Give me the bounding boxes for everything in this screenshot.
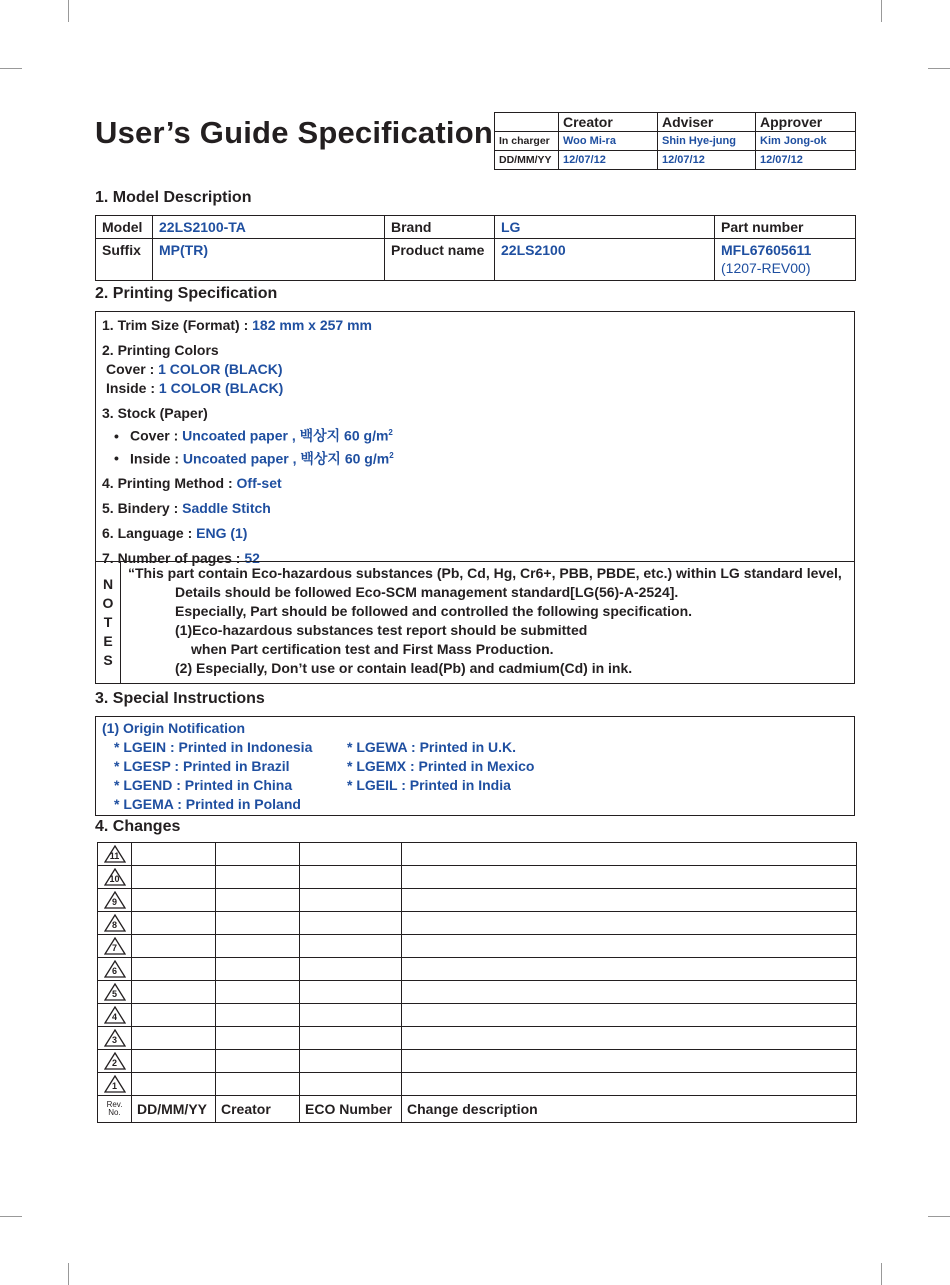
product-name-label: Product name	[385, 239, 495, 281]
section-heading-changes: 4. Changes	[95, 818, 181, 835]
date-cell	[132, 1073, 216, 1096]
printing-method-line	[102, 474, 848, 493]
notes-box	[95, 561, 855, 684]
product-name-value: 22LS2100	[495, 239, 715, 281]
revision-triangle-icon	[104, 1052, 126, 1070]
creator-cell	[216, 935, 300, 958]
crop-mark	[928, 1216, 950, 1217]
change-description-cell	[402, 981, 857, 1004]
eco-number-cell	[300, 1004, 402, 1027]
revision-number: 5	[111, 989, 117, 1000]
change-description-cell	[402, 889, 857, 912]
revision-number: 10	[109, 874, 120, 885]
revision-triangle-icon	[104, 983, 126, 1001]
revision-number: 3	[111, 1035, 117, 1046]
change-row	[98, 889, 857, 912]
date-cell	[132, 1050, 216, 1073]
crop-mark	[881, 1263, 882, 1285]
revision-number: 11	[109, 851, 120, 862]
revision-number: 6	[111, 966, 117, 977]
date-header: DD/MM/YY	[132, 1096, 216, 1123]
change-row	[98, 1027, 857, 1050]
special-instructions-box	[95, 716, 855, 816]
change-row	[98, 958, 857, 981]
rev-no-line: No.	[108, 1108, 121, 1117]
stock-inside-line	[102, 446, 848, 469]
date-cell	[132, 958, 216, 981]
approval-date-label: DD/MM/YY	[495, 151, 559, 170]
revision-number: 9	[111, 897, 117, 908]
cover-label: Cover :	[106, 361, 159, 377]
part-number-value: MFL67605611	[721, 242, 812, 258]
eco-number-cell	[300, 866, 402, 889]
change-description-cell	[402, 1004, 857, 1027]
adviser-date: 12/07/12	[658, 151, 756, 170]
origin-item: * LGEMA : Printed in Poland	[114, 796, 301, 812]
creator-cell	[216, 1027, 300, 1050]
change-row	[98, 935, 857, 958]
change-description-cell	[402, 843, 857, 866]
change-description-cell	[402, 1050, 857, 1073]
revision-cell	[98, 981, 132, 1004]
change-description-header: Change description	[402, 1096, 857, 1123]
unit-exponent: 2	[389, 450, 394, 460]
changes-header-row	[98, 1096, 857, 1123]
language-value: ENG (1)	[196, 525, 248, 542]
revision-triangle-icon	[104, 1029, 126, 1047]
change-row	[98, 866, 857, 889]
notes-letter: N	[102, 576, 114, 592]
date-cell	[132, 935, 216, 958]
approval-table	[494, 112, 856, 170]
notes-letter: S	[103, 652, 113, 668]
creator-cell	[216, 1050, 300, 1073]
suffix-value: MP(TR)	[153, 239, 385, 281]
method-label: 4. Printing Method :	[102, 475, 237, 492]
origin-item: * LGEIN : Printed in Indonesia	[114, 739, 313, 755]
rev-no-header	[98, 1096, 132, 1123]
creator-cell	[216, 866, 300, 889]
origin-item: * LGEWA : Printed in U.K.	[347, 739, 517, 755]
brand-label: Brand	[385, 216, 495, 239]
trim-size-value: 182 mm x 257 mm	[252, 317, 372, 333]
eco-number-cell	[300, 958, 402, 981]
section-heading-model: 1. Model Description	[95, 189, 252, 206]
eco-number-cell	[300, 981, 402, 1004]
crop-mark	[928, 68, 950, 69]
revision-cell	[98, 935, 132, 958]
eco-number-cell	[300, 1027, 402, 1050]
revision-cell	[98, 889, 132, 912]
unit-exponent: 2	[388, 428, 393, 437]
revision-cell	[98, 1050, 132, 1073]
trim-size-label: 1. Trim Size (Format) :	[102, 317, 253, 333]
crop-mark	[0, 68, 22, 69]
brand-value: LG	[495, 216, 715, 239]
stock-cover-line	[102, 423, 848, 446]
bindery-value: Saddle Stitch	[182, 500, 271, 517]
revision-triangle-icon	[104, 868, 126, 886]
creator-cell	[216, 958, 300, 981]
eco-number-cell	[300, 1073, 402, 1096]
date-cell	[132, 1027, 216, 1050]
creator-cell	[216, 1004, 300, 1027]
printing-colors-label: 2. Printing Colors	[102, 342, 219, 358]
notes-line: (2) Especially, Don’t use or contain lead(Pb) and cadmium(Cd) in ink.	[175, 660, 633, 676]
origin-item: * LGEMX : Printed in Mexico	[347, 758, 535, 774]
creator-name: Woo Mi-ra	[559, 132, 658, 151]
revision-triangle-icon	[104, 1006, 126, 1024]
approver-date: 12/07/12	[756, 151, 856, 170]
revision-cell	[98, 958, 132, 981]
change-description-cell	[402, 958, 857, 981]
approval-incharge-label: In charger	[495, 132, 559, 151]
origin-list	[102, 738, 848, 814]
notes-letter: O	[102, 595, 114, 611]
language-label: 6. Language :	[102, 525, 197, 542]
date-cell	[132, 912, 216, 935]
notes-side-label	[96, 562, 121, 683]
revision-cell	[98, 843, 132, 866]
notes-line: “This part contain Eco-hazardous substances (Pb, Cd, Hg, Cr6+, PBB, PBDE, etc.) within LG standard level,	[128, 565, 842, 581]
origin-item: * LGEND : Printed in China	[114, 777, 293, 793]
revision-triangle-icon	[104, 937, 126, 955]
revision-cell	[98, 866, 132, 889]
change-row	[98, 981, 857, 1004]
notes-body	[128, 564, 842, 678]
eco-number-header: ECO Number	[300, 1096, 402, 1123]
crop-mark	[881, 0, 882, 22]
revision-number: 8	[111, 920, 117, 931]
creator-header: Creator	[216, 1096, 300, 1123]
change-row	[98, 912, 857, 935]
stock-inside-value: Uncoated paper , 백상지 60 g/m	[182, 450, 390, 467]
eco-number-cell	[300, 912, 402, 935]
cover-value: 1 COLOR (BLACK)	[158, 361, 283, 377]
pages-label: 7. Number of pages :	[102, 550, 245, 567]
creator-cell	[216, 843, 300, 866]
section-heading-special: 3. Special Instructions	[95, 690, 265, 707]
change-row	[98, 1004, 857, 1027]
bindery-line	[102, 499, 848, 518]
date-cell	[132, 1004, 216, 1027]
creator-date: 12/07/12	[559, 151, 658, 170]
revision-cell	[98, 1004, 132, 1027]
date-cell	[132, 843, 216, 866]
change-row	[98, 1073, 857, 1096]
method-value: Off-set	[236, 475, 282, 492]
notes-line: when Part certification test and First Mass Production.	[191, 641, 554, 657]
cover-color-line	[102, 360, 848, 379]
inside-value: 1 COLOR (BLACK)	[158, 380, 284, 396]
adviser-name: Shin Hye-jung	[658, 132, 756, 151]
section-heading-printing: 2. Printing Specification	[95, 285, 278, 302]
approval-col-adviser: Adviser	[658, 113, 756, 132]
creator-cell	[216, 1073, 300, 1096]
revision-number: 1	[111, 1081, 117, 1092]
origin-notification-heading: (1) Origin Notification	[102, 720, 246, 736]
revision-triangle-icon	[104, 1075, 126, 1093]
date-cell	[132, 866, 216, 889]
printing-spec-box	[95, 311, 855, 567]
notes-letter: E	[103, 633, 113, 649]
creator-cell	[216, 889, 300, 912]
language-line	[102, 524, 848, 543]
revision-cell	[98, 1027, 132, 1050]
change-description-cell	[402, 1027, 857, 1050]
revision-triangle-icon	[104, 914, 126, 932]
eco-number-cell	[300, 935, 402, 958]
changes-body	[98, 843, 857, 1096]
model-label: Model	[96, 216, 153, 239]
revision-cell	[98, 912, 132, 935]
crop-mark	[68, 0, 69, 22]
inside-label: Inside :	[106, 380, 159, 396]
revision-cell	[98, 1073, 132, 1096]
rev-no-line: Rev.	[106, 1100, 123, 1109]
notes-line: (1)Eco-hazardous substances test report should be submitted	[175, 622, 588, 638]
approval-col-creator: Creator	[559, 113, 658, 132]
page-title: User’s Guide Specification	[95, 115, 493, 150]
revision-number: 7	[111, 943, 117, 954]
change-row	[98, 843, 857, 866]
revision-number: 4	[111, 1012, 117, 1023]
part-number-cell	[715, 239, 856, 281]
change-description-cell	[402, 912, 857, 935]
stock-label: 3. Stock (Paper)	[102, 405, 208, 421]
part-number-label: Part number	[715, 216, 856, 239]
model-value: 22LS2100-TA	[153, 216, 385, 239]
notes-line: Details should be followed Eco-SCM management standard[LG(56)-A-2524].	[175, 584, 679, 600]
model-description-table	[95, 215, 856, 281]
approval-col-approver: Approver	[756, 113, 856, 132]
approval-blank	[495, 113, 559, 132]
changes-table	[97, 842, 857, 1123]
bindery-label: 5. Bindery :	[102, 500, 183, 517]
stock-cover-value: Uncoated paper , 백상지 60 g/m	[182, 427, 389, 444]
crop-mark	[68, 1263, 69, 1285]
creator-cell	[216, 912, 300, 935]
inside-color-line	[102, 379, 848, 398]
change-description-cell	[402, 866, 857, 889]
revision-number: 2	[111, 1058, 117, 1069]
notes-line: Especially, Part should be followed and controlled the following specification.	[175, 603, 693, 619]
approver-name: Kim Jong-ok	[756, 132, 856, 151]
revision-triangle-icon	[104, 960, 126, 978]
date-cell	[132, 889, 216, 912]
crop-mark	[0, 1216, 22, 1217]
eco-number-cell	[300, 1050, 402, 1073]
trim-size-line	[102, 316, 848, 335]
change-description-cell	[402, 935, 857, 958]
creator-cell	[216, 981, 300, 1004]
change-row	[98, 1050, 857, 1073]
stock-inside-label: Inside :	[130, 450, 183, 467]
change-description-cell	[402, 1073, 857, 1096]
revision-triangle-icon	[104, 891, 126, 909]
date-cell	[132, 981, 216, 1004]
part-number-revision: (1207-REV00)	[721, 260, 811, 276]
origin-item: * LGESP : Printed in Brazil	[114, 758, 290, 774]
stock-cover-label: Cover :	[130, 427, 183, 444]
eco-number-cell	[300, 843, 402, 866]
eco-number-cell	[300, 889, 402, 912]
revision-triangle-icon	[104, 845, 126, 863]
suffix-label: Suffix	[96, 239, 153, 281]
origin-item: * LGEIL : Printed in India	[347, 777, 511, 793]
pages-value: 52	[244, 550, 260, 567]
notes-letter: T	[103, 614, 113, 630]
